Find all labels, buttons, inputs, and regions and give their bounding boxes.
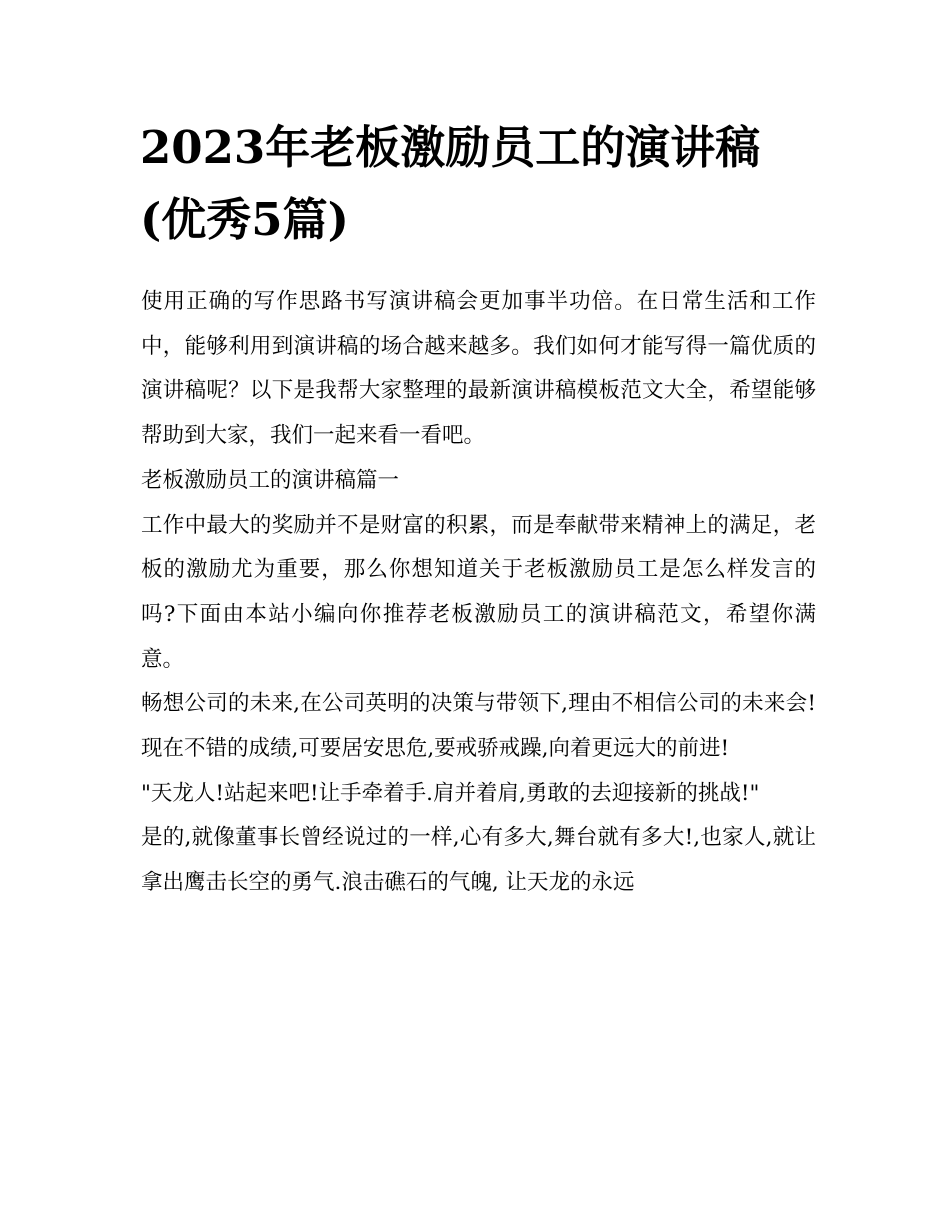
document-body bbox=[141, 280, 816, 906]
title-line-2: (优秀5篇) bbox=[140, 193, 349, 246]
section-heading: 老板激励员工的演讲稿篇一 bbox=[141, 467, 400, 493]
title-line-1: 2023年老板激励员工的演讲稿 bbox=[140, 121, 761, 174]
intro-paragraph: 使用正确的写作思路书写演讲稿会更加事半功倍。在日常生活和工作中，能够利用到演讲稿的场合越来越多。我们如何才能写得一篇优质的演讲稿呢？以下是我帮大家整理的最新演讲稿模板范文大全，希望能够帮助到大家，我们一起来看一看吧。 bbox=[141, 289, 816, 449]
body-paragraph: 工作中最大的奖励并不是财富的积累，而是奉献带来精神上的满足，老板的激励尤为重要，那么你想知道关于老板激励员工是怎么样发言的吗?下面由本站小编向你推荐老板激励员工的演讲稿范文，希望你满意。 bbox=[141, 512, 816, 672]
body-paragraph: 畅想公司的未来,在公司英明的决策与带领下,理由不相信公司的未来会!现在不错的成绩,可要居安思危,要戒骄戒躁,向着更远大的前进! bbox=[141, 691, 816, 762]
quote-paragraph: "天龙人!站起来吧!让手牵着手.肩并着肩,勇敢的去迎接新的挑战!" bbox=[141, 780, 760, 806]
body-paragraph: 是的,就像董事长曾经说过的一样,心有多大,舞台就有多大!,也家人,就让拿出鹰击长空的勇气.浪击礁石的气魄, 让天龙的永远 bbox=[141, 825, 816, 896]
document-title bbox=[140, 112, 820, 256]
